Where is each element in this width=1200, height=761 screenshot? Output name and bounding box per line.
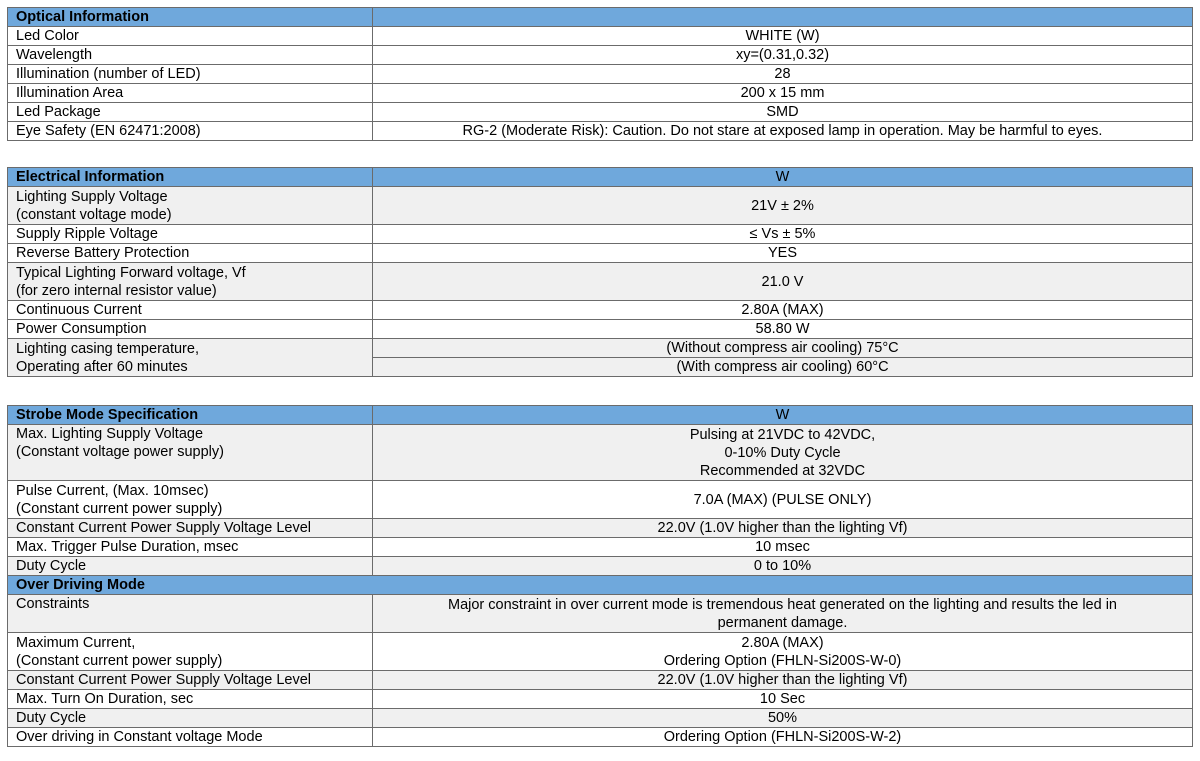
row-label: Power Consumption (8, 320, 373, 339)
row-value: 50% (373, 709, 1193, 728)
table-row (8, 595, 1193, 633)
row-label: Over driving in Constant voltage Mode (8, 728, 373, 747)
row-label: Continuous Current (8, 301, 373, 320)
row-value: ≤ Vs ± 5% (373, 225, 1193, 244)
row-value: 28 (373, 65, 1193, 84)
section-header-value: W (373, 168, 1193, 187)
table-header (8, 576, 1193, 595)
table-row (8, 244, 1193, 263)
row-value: 58.80 W (373, 320, 1193, 339)
row-label: Wavelength (8, 46, 373, 65)
section-title: Over Driving Mode (8, 576, 1193, 595)
row-value: 22.0V (1.0V higher than the lighting Vf) (373, 519, 1193, 538)
table-row (8, 320, 1193, 339)
row-value: (Without compress air cooling) 75°C (373, 339, 1193, 358)
row-value: SMD (373, 103, 1193, 122)
table-row (8, 301, 1193, 320)
table-row (8, 728, 1193, 747)
optical-information-table (7, 7, 1193, 141)
row-value: WHITE (W) (373, 27, 1193, 46)
row-value: 21.0 V (373, 263, 1193, 301)
electrical-information-table (7, 167, 1193, 377)
row-label: Illumination Area (8, 84, 373, 103)
table-row (8, 709, 1193, 728)
row-label: Duty Cycle (8, 557, 373, 576)
row-value: 2.80A (MAX) Ordering Option (FHLN-Si200S-W-0) (373, 633, 1193, 671)
section-header-value (373, 8, 1193, 27)
strobe-mode-table (7, 405, 1193, 747)
row-label: Max. Turn On Duration, sec (8, 690, 373, 709)
row-label: Lighting Supply Voltage (constant voltage mode) (8, 187, 373, 225)
table-row (8, 519, 1193, 538)
table-row (8, 538, 1193, 557)
table-row (8, 84, 1193, 103)
row-value: Pulsing at 21VDC to 42VDC, 0-10% Duty Cycle Recommended at 32VDC (373, 425, 1193, 481)
row-value: (With compress air cooling) 60°C (373, 358, 1193, 377)
table-row (8, 633, 1193, 671)
row-value: 10 msec (373, 538, 1193, 557)
table-row (8, 690, 1193, 709)
row-value: Ordering Option (FHLN-Si200S-W-2) (373, 728, 1193, 747)
row-label: Lighting casing temperature, Operating after 60 minutes (8, 339, 373, 377)
table-row (8, 671, 1193, 690)
table-row (8, 481, 1193, 519)
row-label: Reverse Battery Protection (8, 244, 373, 263)
section-header-value: W (373, 406, 1193, 425)
row-value: 7.0A (MAX) (PULSE ONLY) (373, 481, 1193, 519)
table-row (8, 557, 1193, 576)
table-header (8, 168, 1193, 187)
row-label: Typical Lighting Forward voltage, Vf (for zero internal resistor value) (8, 263, 373, 301)
row-label: Supply Ripple Voltage (8, 225, 373, 244)
row-label: Constant Current Power Supply Voltage Level (8, 519, 373, 538)
row-value: xy=(0.31,0.32) (373, 46, 1193, 65)
table-row (8, 65, 1193, 84)
row-label: Pulse Current, (Max. 10msec) (Constant current power supply) (8, 481, 373, 519)
section-title: Strobe Mode Specification (8, 406, 373, 425)
row-value: 200 x 15 mm (373, 84, 1193, 103)
table-row (8, 46, 1193, 65)
row-label: Eye Safety (EN 62471:2008) (8, 122, 373, 141)
row-value: 2.80A (MAX) (373, 301, 1193, 320)
table-row (8, 339, 1193, 358)
row-value: Major constraint in over current mode is tremendous heat generated on the lighting and results the led in permanent damage. (373, 595, 1193, 633)
row-value: 22.0V (1.0V higher than the lighting Vf) (373, 671, 1193, 690)
row-value: YES (373, 244, 1193, 263)
table-row (8, 425, 1193, 481)
table-row (8, 27, 1193, 46)
row-label: Duty Cycle (8, 709, 373, 728)
row-label: Led Color (8, 27, 373, 46)
section-title: Electrical Information (8, 168, 373, 187)
table-row (8, 103, 1193, 122)
row-label: Max. Trigger Pulse Duration, msec (8, 538, 373, 557)
row-label: Led Package (8, 103, 373, 122)
table-row (8, 263, 1193, 301)
row-value: 10 Sec (373, 690, 1193, 709)
table-row (8, 187, 1193, 225)
table-header (8, 8, 1193, 27)
row-label: Illumination (number of LED) (8, 65, 373, 84)
row-value: RG-2 (Moderate Risk): Caution. Do not stare at exposed lamp in operation. May be harmful to eyes. (373, 122, 1193, 141)
row-value: 0 to 10% (373, 557, 1193, 576)
row-label: Constant Current Power Supply Voltage Level (8, 671, 373, 690)
section-title: Optical Information (8, 8, 373, 27)
row-label: Maximum Current, (Constant current power supply) (8, 633, 373, 671)
row-label: Max. Lighting Supply Voltage (Constant voltage power supply) (8, 425, 373, 481)
row-label: Constraints (8, 595, 373, 633)
table-row (8, 122, 1193, 141)
row-value: 21V ± 2% (373, 187, 1193, 225)
table-row (8, 225, 1193, 244)
table-header (8, 406, 1193, 425)
